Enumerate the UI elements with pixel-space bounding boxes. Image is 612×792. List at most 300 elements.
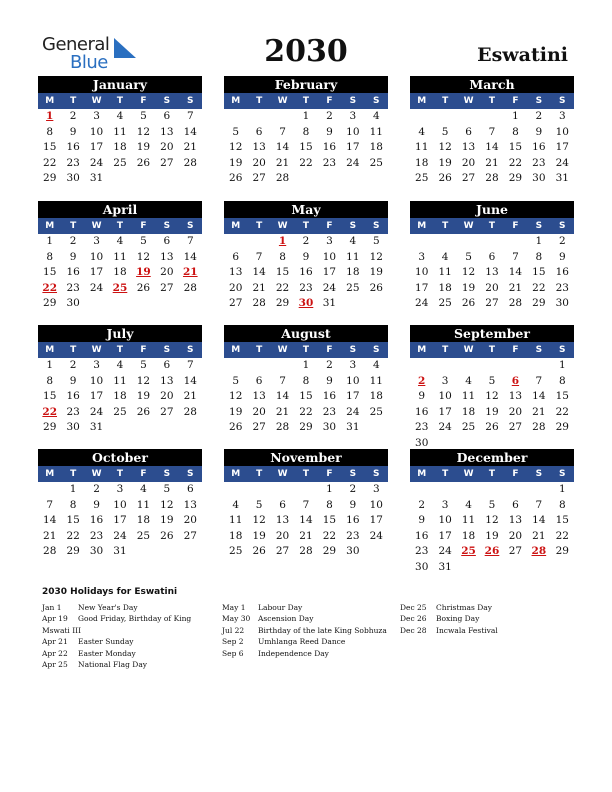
holiday-date: Dec 28 [400,625,427,635]
day-cell: 8 [535,250,543,263]
month-june [410,201,574,312]
day-cell: 22 [555,529,569,542]
day-cell: 14 [299,514,313,526]
day-cell: 6 [186,483,194,495]
day-cell: 30 [89,545,104,557]
day-cell: 20 [160,141,174,153]
day-cell: 8 [558,498,566,511]
weekday-label: W [91,345,102,355]
day-cell: 13 [252,141,266,153]
empty-day [433,234,456,250]
day-cell: 19 [136,390,151,402]
day-cell: 23 [322,405,337,418]
holiday-date: May 1 [222,603,246,612]
day-cell: 15 [299,390,313,402]
day-cell: 18 [438,281,452,294]
weekday-label: W [277,221,288,231]
day-cell: 13 [183,498,197,511]
month-title: December [410,449,574,466]
weekday-label: S [349,469,357,479]
day-cell: 9 [302,250,310,263]
empty-day [433,358,456,374]
weekday-label: S [535,96,543,106]
weekday-label: S [349,221,357,231]
day-cell: 29 [555,545,569,557]
day-grid [38,482,202,560]
day-cell: 11 [136,498,151,511]
day-cell: 18 [113,141,127,153]
weekday-label: M [45,345,55,355]
day-cell: 16 [532,141,546,153]
month-september [410,325,574,451]
day-cell: 6 [232,250,240,263]
day-cell: 11 [415,141,429,153]
calendar-year: 2030 [264,34,348,69]
day-grid [224,358,388,436]
day-cell: 16 [66,266,80,278]
day-cell: 15 [43,141,57,153]
day-cell: 26 [485,421,499,433]
day-cell: 19 [485,529,499,542]
day-cell: 28 [275,172,290,184]
weekday-label: T [488,469,496,479]
empty-day [247,482,270,498]
weekday-label: T [70,221,77,231]
day-cell: 18 [229,529,243,542]
day-cell: 17 [438,529,452,542]
day-cell: 6 [255,374,263,387]
weekday-label: T [488,96,496,106]
day-cell: 22 [43,156,57,169]
holiday-entry [42,602,191,613]
day-cell: 21 [275,156,290,169]
day-cell: 23 [299,281,313,294]
day-cell: 12 [369,250,383,263]
month-title: February [224,76,388,93]
holiday-name: New Year's Day [78,603,138,612]
empty-day [224,109,247,125]
day-cell: 29 [275,297,290,309]
day-cell: 17 [89,141,104,153]
day-cell: 14 [275,390,290,402]
day-cell: 8 [279,250,286,263]
day-cell: 23 [555,281,569,294]
weekday-label: T [302,345,310,355]
weekday-label: M [45,221,55,231]
holiday-day: 19 [136,266,151,278]
holiday-name: Independence Day [258,648,329,658]
weekday-label: W [463,469,474,479]
day-cell: 13 [229,266,243,278]
day-cell: 9 [418,390,426,402]
weekday-label: M [231,96,241,106]
day-cell: 10 [346,125,360,138]
day-cell: 23 [89,529,104,542]
day-cell: 3 [372,483,380,495]
day-cell: 3 [93,359,100,371]
weekday-label: S [373,221,380,231]
weekday-label: W [277,345,288,355]
day-cell: 2 [69,359,77,371]
month-title: September [410,325,574,342]
day-cell: 9 [69,125,77,138]
day-cell: 20 [508,529,523,542]
holiday-column [222,602,387,659]
day-cell: 16 [346,514,360,526]
weekday-label: F [140,96,147,106]
day-cell: 12 [229,390,243,402]
day-cell: 7 [279,374,286,387]
day-cell: 13 [252,390,266,402]
weekday-label: M [231,345,241,355]
holiday-date: Jul 22 [222,625,245,635]
day-cell: 13 [485,266,499,278]
weekday-header [224,218,388,234]
empty-day [224,358,247,374]
day-cell: 27 [160,405,174,418]
day-cell: 29 [555,421,569,433]
day-cell: 13 [461,141,476,153]
day-cell: 7 [512,250,519,263]
day-cell: 1 [302,110,310,122]
day-cell: 8 [69,498,77,511]
day-cell: 27 [183,529,197,542]
day-cell: 30 [346,545,360,557]
empty-day [294,482,317,498]
holiday-name: Labour Day [258,603,303,612]
day-cell: 2 [558,235,566,247]
day-cell: 21 [275,405,290,418]
weekday-label: T [302,221,310,231]
day-cell: 3 [441,374,449,387]
day-cell: 8 [46,374,54,387]
weekday-label: T [70,469,77,479]
day-cell: 18 [369,141,383,153]
holiday-name: Easter Monday [78,648,136,658]
month-title: August [224,325,388,342]
day-cell: 25 [113,156,127,169]
holiday-entry [42,636,191,647]
day-cell: 30 [322,421,337,433]
day-cell: 30 [415,560,429,573]
day-cell: 13 [160,374,174,387]
holiday-day: 22 [42,405,58,418]
day-cell: 14 [532,390,546,402]
month-december [410,449,574,575]
day-cell: 23 [346,529,360,542]
day-cell: 17 [438,405,452,418]
day-cell: 18 [461,405,476,418]
day-grid [38,358,202,436]
holiday-name: Incwala Festival [436,625,498,635]
day-cell: 10 [438,390,452,402]
day-cell: 21 [532,405,546,418]
day-cell: 28 [183,156,197,169]
weekday-label: F [512,221,519,231]
day-cell: 9 [349,498,357,511]
day-grid [410,482,574,575]
day-cell: 4 [140,483,147,495]
empty-day [410,109,433,125]
day-cell: 13 [275,514,290,526]
day-cell: 26 [136,156,151,169]
day-cell: 30 [66,421,80,433]
day-cell: 31 [438,560,452,573]
holiday-day: 21 [182,266,198,278]
day-cell: 27 [508,421,523,433]
day-cell: 18 [461,529,476,542]
day-cell: 21 [299,529,313,542]
weekday-label: M [417,469,427,479]
day-cell: 29 [299,421,313,433]
day-cell: 11 [461,514,476,526]
weekday-label: W [277,96,288,106]
day-cell: 3 [116,483,124,495]
weekday-label: T [256,345,263,355]
holiday-entry [400,613,498,624]
day-cell: 19 [252,529,266,542]
day-cell: 28 [252,297,266,309]
month-april [38,201,202,312]
day-cell: 6 [255,125,263,138]
day-cell: 24 [415,297,429,309]
weekday-header [410,218,574,234]
holiday-date: Jan 1 [42,603,62,612]
weekday-label: M [417,221,427,231]
day-cell: 10 [346,374,360,387]
holiday-day: 22 [42,281,58,294]
day-cell: 11 [369,374,383,387]
weekday-label: T [256,221,263,231]
day-cell: 9 [558,250,566,263]
day-cell: 12 [229,141,243,153]
holiday-date: Sep 2 [222,637,244,647]
weekday-label: M [231,221,241,231]
day-cell: 16 [89,514,104,526]
day-cell: 27 [160,281,174,294]
weekday-label: M [231,469,241,479]
day-cell: 14 [43,514,57,526]
empty-day [480,482,503,498]
empty-day [527,482,550,498]
day-cell: 12 [438,141,452,153]
day-cell: 16 [555,266,569,278]
weekday-label: W [91,469,102,479]
weekday-label: T [442,345,449,355]
holiday-date: Apr 21 [42,637,68,647]
day-cell: 4 [465,374,472,387]
day-cell: 11 [229,514,243,526]
day-cell: 24 [369,529,383,542]
weekday-label: T [116,469,124,479]
month-title: July [38,325,202,342]
empty-day [504,234,527,250]
day-cell: 4 [418,125,426,138]
day-cell: 15 [275,266,290,278]
holiday-name: Ascension Day [258,614,314,624]
empty-day [433,109,456,125]
weekday-label: S [187,345,194,355]
day-cell: 1 [512,110,519,122]
holiday-name: Birthday of the late King Sobhuza [258,625,387,635]
weekday-label: T [488,345,496,355]
day-cell: 7 [186,235,194,247]
day-cell: 8 [558,374,566,387]
day-cell: 22 [66,529,80,542]
day-cell: 22 [299,405,313,418]
holiday-entry [400,602,498,613]
day-cell: 13 [508,390,523,402]
empty-day [457,109,480,125]
day-grid [410,109,574,187]
day-cell: 4 [372,110,380,122]
day-cell: 2 [93,483,100,495]
day-cell: 18 [136,514,151,526]
day-cell: 9 [535,125,543,138]
weekday-label: T [442,221,449,231]
month-july [38,325,202,436]
day-cell: 7 [302,498,310,511]
day-cell: 2 [302,235,310,247]
day-cell: 17 [322,266,337,278]
day-cell: 21 [252,281,266,294]
weekday-header [224,466,388,482]
weekday-label: M [417,96,427,106]
day-grid [224,109,388,187]
day-cell: 3 [349,110,357,122]
day-cell: 16 [66,390,80,402]
day-cell: 10 [415,266,429,278]
day-cell: 26 [136,281,151,294]
day-cell: 28 [275,421,290,433]
month-title: October [38,449,202,466]
weekday-header [38,466,202,482]
day-cell: 1 [302,359,310,371]
weekday-header [224,93,388,109]
logo-text-general: General [42,34,110,55]
day-cell: 6 [488,250,496,263]
day-cell: 25 [461,421,476,433]
weekday-label: S [187,221,194,231]
empty-day [433,482,456,498]
day-cell: 22 [508,156,523,169]
day-cell: 5 [465,250,472,263]
day-cell: 2 [326,110,333,122]
day-cell: 14 [485,141,499,153]
day-cell: 15 [532,266,546,278]
day-cell: 20 [461,156,476,169]
weekday-label: S [163,345,171,355]
day-cell: 15 [555,514,569,526]
day-cell: 4 [349,235,357,247]
day-cell: 16 [415,529,429,542]
day-cell: 10 [89,374,104,387]
holiday-column [400,602,498,636]
month-august [224,325,388,436]
day-cell: 27 [461,172,476,184]
day-cell: 4 [372,359,380,371]
holiday-entry [42,613,191,624]
day-cell: 7 [488,125,496,138]
holiday-date: Dec 26 [400,614,427,624]
weekday-label: S [535,221,543,231]
empty-day [457,358,480,374]
day-cell: 4 [116,235,124,247]
weekday-label: M [417,345,427,355]
month-title: March [410,76,574,93]
day-cell: 14 [532,514,546,526]
day-cell: 10 [322,250,337,263]
day-cell: 27 [485,297,499,309]
day-cell: 22 [299,156,313,169]
day-cell: 25 [136,529,151,542]
day-cell: 6 [163,359,171,371]
weekday-label: W [463,221,474,231]
day-cell: 24 [322,281,337,294]
day-cell: 3 [558,110,566,122]
page-header [0,0,612,73]
day-cell: 13 [160,250,174,263]
day-cell: 5 [441,125,449,138]
day-cell: 7 [46,498,54,511]
weekday-label: F [512,469,519,479]
weekday-label: S [559,221,566,231]
day-cell: 11 [113,374,127,387]
day-cell: 16 [66,141,80,153]
day-cell: 17 [415,281,429,294]
day-cell: 23 [66,156,80,169]
day-cell: 15 [299,141,313,153]
holiday-day: 26 [484,545,500,557]
month-title: May [224,201,388,218]
weekday-label: T [70,345,77,355]
day-cell: 1 [326,483,333,495]
holiday-date: Dec 25 [400,603,427,612]
day-cell: 7 [535,374,543,387]
weekday-label: S [535,469,543,479]
day-cell: 19 [438,156,452,169]
day-cell: 20 [252,405,266,418]
day-cell: 20 [275,529,290,542]
day-cell: 8 [46,125,54,138]
day-cell: 19 [369,266,383,278]
day-cell: 2 [69,235,77,247]
holiday-date: Apr 25 [42,659,68,669]
day-cell: 15 [322,514,337,526]
day-cell: 9 [418,514,426,526]
day-cell: 27 [160,156,174,169]
weekday-label: S [559,469,566,479]
weekday-label: T [116,221,124,231]
empty-day [504,358,527,374]
day-cell: 17 [346,141,360,153]
day-cell: 27 [252,421,266,433]
day-cell: 3 [326,235,333,247]
day-cell: 6 [465,125,472,138]
weekday-label: S [349,345,357,355]
day-cell: 19 [461,281,476,294]
empty-day [271,109,294,125]
day-cell: 17 [89,390,104,402]
day-cell: 19 [136,141,151,153]
day-cell: 12 [136,250,151,263]
day-cell: 5 [232,125,240,138]
day-cell: 11 [113,125,127,138]
day-cell: 4 [116,359,124,371]
weekday-label: F [512,345,519,355]
day-cell: 24 [438,545,452,557]
day-cell: 13 [508,514,523,526]
